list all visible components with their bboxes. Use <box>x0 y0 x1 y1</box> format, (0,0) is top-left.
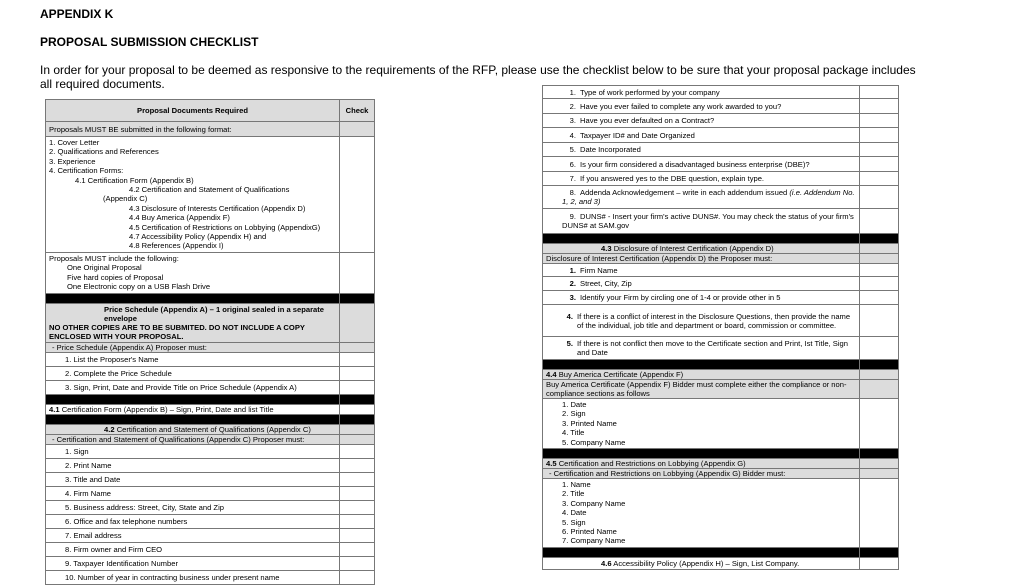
g45-must: - Certification and Restrictions on Lobbying (Appendix G) Bidder must: <box>543 469 860 479</box>
list-item: 3. Experience <box>49 156 96 166</box>
cert-42-item: 5. Business address: Street, City, State and Zip <box>46 500 340 514</box>
list-item: 2. Title <box>562 489 585 499</box>
check-cell[interactable] <box>340 303 375 342</box>
item-text: If there is a conflict of interest in the Disclosure Questions, then provide the name of the individual, job title and department or board, commission or committee. <box>577 311 851 330</box>
h46-num: 4.6 <box>601 558 612 568</box>
list-item: 4. Title <box>562 428 585 438</box>
item-text: Type of work performed by your company <box>580 87 720 97</box>
list-item: 4.3 Disclosure of Interests Certification (Appendix D) <box>129 203 306 213</box>
g45-title: Certification and Restrictions on Lobbying (Appendix G) <box>558 459 746 469</box>
check-cell[interactable] <box>340 542 375 556</box>
list-item: 4.4 Buy America (Appendix F) <box>129 213 230 223</box>
price-item: 1. List the Proposer's Name <box>46 352 340 366</box>
d43-must: Disclosure of Interest Certification (Appendix D) the Proposer must: <box>543 254 860 264</box>
item-text: Is your firm considered a disadvantaged business enterprise (DBE)? <box>580 159 810 169</box>
include-heading: Proposals MUST include the following: <box>49 253 179 263</box>
cert-42-item: 4. Firm Name <box>46 486 340 500</box>
list-item: 4.5 Certification of Restrictions on Lobbying (AppendixG) <box>129 222 321 232</box>
list-item: 7. Company Name <box>562 536 626 546</box>
f44-list <box>543 399 860 449</box>
check-cell[interactable] <box>340 122 375 137</box>
item-text: Street, City, Zip <box>580 279 632 288</box>
cert-42-must: - Certification and Statement of Qualifications (Appendix C) Proposer must: <box>46 434 340 444</box>
h46-row <box>543 557 860 569</box>
list-item: 4. Date <box>562 508 587 518</box>
check-cell[interactable] <box>340 424 375 434</box>
intro-paragraph: In order for your proposal to be deemed as responsive to the requirements of the RFP, please use the checklist below to be sure that your proposal package includes all required documents. <box>40 63 916 91</box>
check-cell[interactable] <box>340 472 375 486</box>
right-checklist-table <box>542 85 899 570</box>
item-num: 1. <box>569 87 576 97</box>
check-cell[interactable] <box>860 337 899 360</box>
check-cell[interactable] <box>860 277 899 291</box>
item-text: Firm Name <box>580 265 618 275</box>
list-item: 2. Qualifications and References <box>49 147 159 157</box>
price-schedule-block <box>46 303 340 342</box>
list-item: 4.8 References (Appendix I) <box>129 241 224 251</box>
cert-42-num: 4.2 <box>104 424 115 434</box>
cert-42-item: 1. Sign <box>46 444 340 458</box>
check-cell[interactable] <box>340 528 375 542</box>
cert-42-item: 2. Print Name <box>46 458 340 472</box>
item-text: Taxpayer ID# and Date Organized <box>580 130 695 140</box>
page-title: PROPOSAL SUBMISSION CHECKLIST <box>40 35 259 49</box>
item-num: 2. <box>569 101 576 111</box>
check-cell[interactable] <box>340 380 375 394</box>
list-item: One Electronic copy on a USB Flash Drive <box>67 282 211 292</box>
item-num: 6. <box>569 159 576 169</box>
check-cell[interactable] <box>860 264 899 277</box>
item-text: If you answered yes to the DBE question, explain type. <box>580 174 765 183</box>
item-text: DUNS# - Insert your firm's active DUNS#. You may check the status of your firm's DUNS# at SAM.gov <box>562 212 854 230</box>
check-cell[interactable] <box>860 157 899 172</box>
price-schedule-must: - Price Schedule (Appendix A) Proposer must: <box>46 342 340 352</box>
check-cell[interactable] <box>340 366 375 380</box>
check-cell[interactable] <box>860 370 899 380</box>
check-cell[interactable] <box>340 404 375 414</box>
f44-must: Buy America Certificate (Appendix F) Bidder must complete either the compliance or non-compliance sections as follows <box>543 380 860 399</box>
list-item: 3. Company Name <box>562 498 626 508</box>
list-item: 1. Date <box>562 400 587 409</box>
list-item: 4.2 Certification and Statement of Qualifications <box>129 185 290 195</box>
list-item: 4. Certification Forms: <box>49 166 124 176</box>
cert-42-title: Certification and Statement of Qualifications (Appendix C) <box>116 424 311 434</box>
format-list <box>46 137 340 253</box>
cert-42-title-row <box>46 424 340 434</box>
check-cell[interactable] <box>860 186 899 209</box>
cert-41-text: Certification Form (Appendix B) – Sign, Print, Date and list Title <box>61 404 274 414</box>
item-num: 5. <box>566 339 573 348</box>
g45-num: 4.5 <box>546 459 557 469</box>
item-num: 7. <box>569 174 576 183</box>
check-cell[interactable] <box>860 254 899 264</box>
check-cell[interactable] <box>860 479 899 548</box>
price-schedule-title: Price Schedule (Appendix A) – 1 original sealed in a separate envelope <box>104 304 325 323</box>
list-item: Five hard copies of Proposal <box>67 272 164 282</box>
list-item: 3. Printed Name <box>562 418 617 428</box>
list-item: 5. Company Name <box>562 437 626 447</box>
check-cell[interactable] <box>860 244 899 254</box>
check-cell[interactable] <box>340 570 375 584</box>
price-schedule-warning: NO OTHER COPIES ARE TO BE SUBMITED. DO NOT INCLUDE A COPY ENCLOSED WITH YOUR PROPOSAL. <box>49 322 305 341</box>
list-item: 1. Cover Letter <box>49 138 100 147</box>
list-item: 2. Sign <box>562 409 586 419</box>
check-cell[interactable] <box>340 252 375 293</box>
check-cell[interactable] <box>340 458 375 472</box>
item-text: Addenda Acknowledgement – write in each addendum issued <box>580 188 788 197</box>
item-num: 2. <box>569 279 576 288</box>
list-item: (Appendix C) <box>103 194 148 204</box>
item-num: 3. <box>569 293 576 302</box>
check-cell[interactable] <box>340 352 375 366</box>
item-num: 3. <box>569 116 576 125</box>
include-list <box>46 252 340 293</box>
item-text: Have you ever failed to complete any work awarded to you? <box>580 101 782 111</box>
item-text: If there is not conflict then move to the Certificate section and Print, Ist Title, Sign and Date <box>577 339 848 357</box>
cert-42-item: 10. Number of year in contracting business under present name <box>46 570 340 584</box>
check-cell[interactable] <box>340 514 375 528</box>
cert-41-num: 4.1 <box>49 404 60 414</box>
g45-title-row <box>543 459 860 469</box>
d43-title: Disclosure of Interest Certification (Appendix D) <box>613 244 774 253</box>
check-cell[interactable] <box>340 500 375 514</box>
item-text: Identify your Firm by circling one of 1-4 or provide other in 5 <box>580 293 781 302</box>
h46-text: Accessibility Policy (Appendix H) – Sign, List Company. <box>613 558 800 568</box>
price-item: 3. Sign, Print, Date and Provide Title on Price Schedule (Appendix A) <box>46 380 340 394</box>
check-cell[interactable] <box>340 342 375 352</box>
f44-title: Buy America Certificate (Appendix F) <box>558 370 684 379</box>
list-item: 4.1 Certification Form (Appendix B) <box>75 175 194 185</box>
check-cell[interactable] <box>860 291 899 305</box>
col-header-required: Proposal Documents Required <box>46 100 340 122</box>
list-item: 6. Printed Name <box>562 527 617 537</box>
addenda-row <box>543 186 860 209</box>
cert-42-item: 3. Title and Date <box>46 472 340 486</box>
list-item: 4.7 Accessibility Policy (Appendix H) and <box>129 232 267 242</box>
left-checklist-table <box>45 99 375 585</box>
item-num: 9. <box>569 212 576 221</box>
check-cell[interactable] <box>860 557 899 569</box>
check-cell[interactable] <box>860 128 899 143</box>
list-item: 5. Sign <box>562 517 586 527</box>
cert-42-item: 6. Office and fax telephone numbers <box>46 514 340 528</box>
check-cell[interactable] <box>860 469 899 479</box>
check-cell[interactable] <box>860 209 899 234</box>
check-cell[interactable] <box>860 143 899 157</box>
duns-row <box>543 209 860 234</box>
item-text: Have you ever defaulted on a Contract? <box>580 116 715 125</box>
check-cell[interactable] <box>860 380 899 399</box>
item-num: 1. <box>569 265 576 275</box>
list-item: One Original Proposal <box>67 263 142 273</box>
cert-42-item: 7. Email address <box>46 528 340 542</box>
cert-42-item: 8. Firm owner and Firm CEO <box>46 542 340 556</box>
f44-num: 4.4 <box>546 370 557 379</box>
col-header-check: Check <box>340 100 375 122</box>
appendix-label: APPENDIX K <box>40 7 114 21</box>
item-text: Date Incorporated <box>580 145 641 154</box>
check-cell[interactable] <box>340 444 375 458</box>
g45-list <box>543 479 860 548</box>
check-cell[interactable] <box>340 137 375 253</box>
format-heading: Proposals MUST BE submitted in the following format: <box>46 122 340 137</box>
check-cell[interactable] <box>340 486 375 500</box>
cert-41-row <box>46 404 340 414</box>
d43-num: 4.3 <box>601 244 612 253</box>
check-cell[interactable] <box>860 172 899 186</box>
check-cell[interactable] <box>860 86 899 99</box>
cert-42-item: 9. Taxpayer Identification Number <box>46 556 340 570</box>
item-num: 8. <box>569 188 576 197</box>
f44-title-row <box>543 370 860 380</box>
item-num: 4. <box>569 130 576 140</box>
list-item: 1. Name <box>562 480 591 490</box>
addenda-example: (i.e. Addendum No. 1, 2, and 3) <box>562 188 855 206</box>
check-cell[interactable] <box>860 305 899 337</box>
check-cell[interactable] <box>860 459 899 469</box>
item-num: 5. <box>569 145 576 154</box>
check-cell[interactable] <box>340 556 375 570</box>
check-cell[interactable] <box>860 99 899 114</box>
check-cell[interactable] <box>340 434 375 444</box>
item-num: 4. <box>566 311 573 321</box>
check-cell[interactable] <box>860 114 899 128</box>
check-cell[interactable] <box>860 399 899 449</box>
price-item: 2. Complete the Price Schedule <box>46 366 340 380</box>
d43-title-row <box>543 244 860 254</box>
